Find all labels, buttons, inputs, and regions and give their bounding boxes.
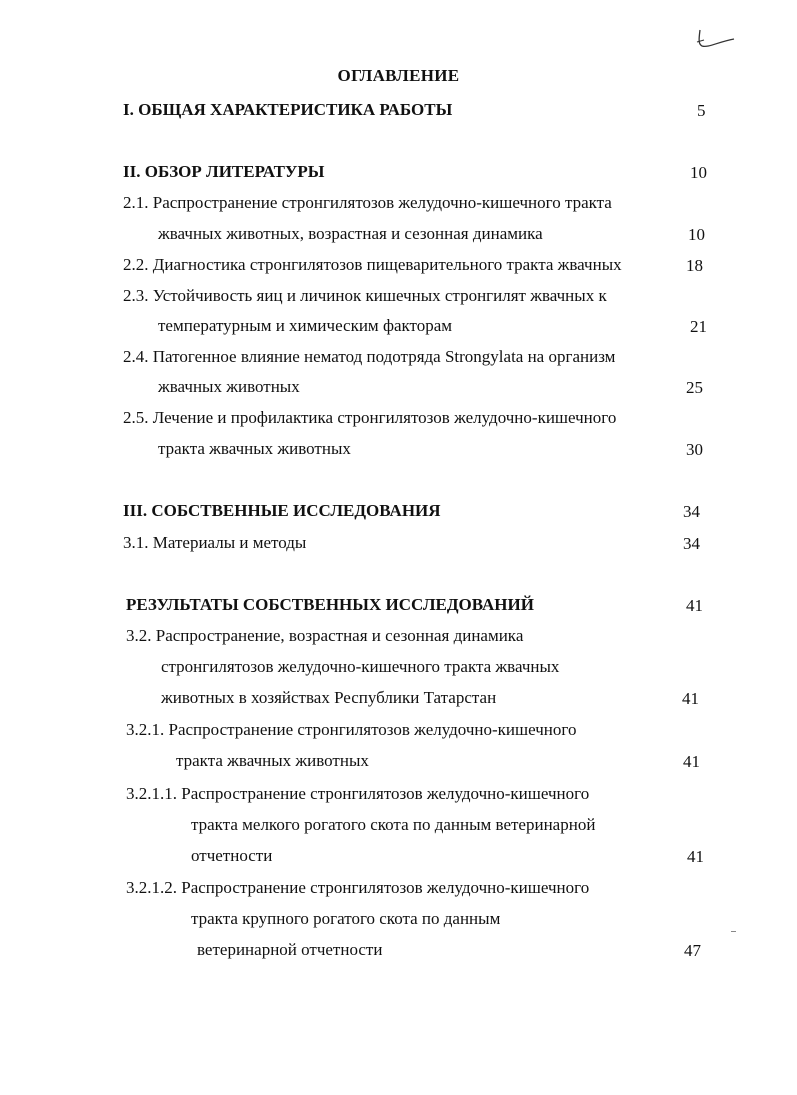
toc-section-results: РЕЗУЛЬТАТЫ СОБСТВЕННЫХ ИССЛЕДОВАНИЙ	[126, 595, 534, 614]
toc-entry-3-2-1-cont: тракта жвачных животных	[176, 751, 369, 770]
toc-entry-3-2-1: 3.2.1. Распространение стронгилятозов желудочно-кишечного	[126, 720, 577, 739]
toc-page-number: 41	[682, 689, 699, 708]
toc-entry-2-5: 2.5. Лечение и профилактика стронгилятозов желудочно-кишечного	[123, 408, 617, 427]
scan-speck	[731, 931, 736, 932]
toc-entry-3-1: 3.1. Материалы и методы	[123, 533, 307, 552]
toc-page-number: 47	[684, 941, 701, 960]
toc-page-number: 41	[686, 596, 703, 615]
toc-entry-3-2-1-2: 3.2.1.2. Распространение стронгилятозов желудочно-кишечного	[126, 878, 590, 897]
toc-title: ОГЛАВЛЕНИЕ	[337, 66, 460, 85]
toc-entry-2-4: 2.4. Патогенное влияние нематод подотряда Strongylata на организм	[123, 347, 616, 366]
toc-page-number: 10	[688, 225, 705, 244]
toc-entry-3-2-1-2-cont: ветеринарной отчетности	[197, 940, 383, 959]
toc-page-number: 21	[690, 317, 707, 336]
toc-entry-2-3-cont: температурным и химическим факторам	[158, 316, 453, 335]
toc-page-number: 10	[690, 163, 707, 182]
toc-entry-2-4-cont: жвачных животных	[158, 377, 300, 396]
toc-entry-3-2-1-1: 3.2.1.1. Распространение стронгилятозов желудочно-кишечного	[126, 784, 590, 803]
toc-page-number: 34	[683, 534, 700, 553]
toc-entry-2-3: 2.3. Устойчивость яиц и личинок кишечных стронгилят жвачных к	[123, 286, 607, 305]
toc-entry-3-2-1-1-cont: отчетности	[191, 846, 273, 865]
toc-page-number: 30	[686, 440, 703, 459]
toc-page-number: 34	[683, 502, 700, 521]
handwritten-mark	[690, 24, 738, 54]
toc-entry-2-1-cont: жвачных животных, возрастная и сезонная динамика	[158, 224, 543, 243]
toc-entry-2-1: 2.1. Распространение стронгилятозов желудочно-кишечного тракта	[123, 193, 612, 212]
toc-section-1: I. ОБЩАЯ ХАРАКТЕРИСТИКА РАБОТЫ	[123, 100, 453, 119]
toc-section-3: III. СОБСТВЕННЫЕ ИССЛЕДОВАНИЯ	[123, 501, 441, 520]
toc-page-number: 25	[686, 378, 703, 397]
toc-page-number: 41	[683, 752, 700, 771]
toc-page-number: 41	[687, 847, 704, 866]
toc-entry-2-2: 2.2. Диагностика стронгилятозов пищеварительного тракта жвачных	[123, 255, 622, 274]
toc-entry-3-2: 3.2. Распространение, возрастная и сезонная динамика	[126, 626, 524, 645]
toc-entry-3-2-cont: стронгилятозов желудочно-кишечного тракта жвачных	[161, 657, 560, 676]
toc-page-number: 5	[697, 101, 706, 120]
toc-entry-3-2-1-2-cont: тракта крупного рогатого скота по данным	[191, 909, 501, 928]
toc-section-2: II. ОБЗОР ЛИТЕРАТУРЫ	[123, 162, 325, 181]
toc-page-number: 18	[686, 256, 703, 275]
toc-entry-3-2-cont: животных в хозяйствах Республики Татарстан	[161, 688, 497, 707]
toc-entry-3-2-1-1-cont: тракта мелкого рогатого скота по данным ветеринарной	[191, 815, 596, 834]
toc-entry-2-5-cont: тракта жвачных животных	[158, 439, 351, 458]
